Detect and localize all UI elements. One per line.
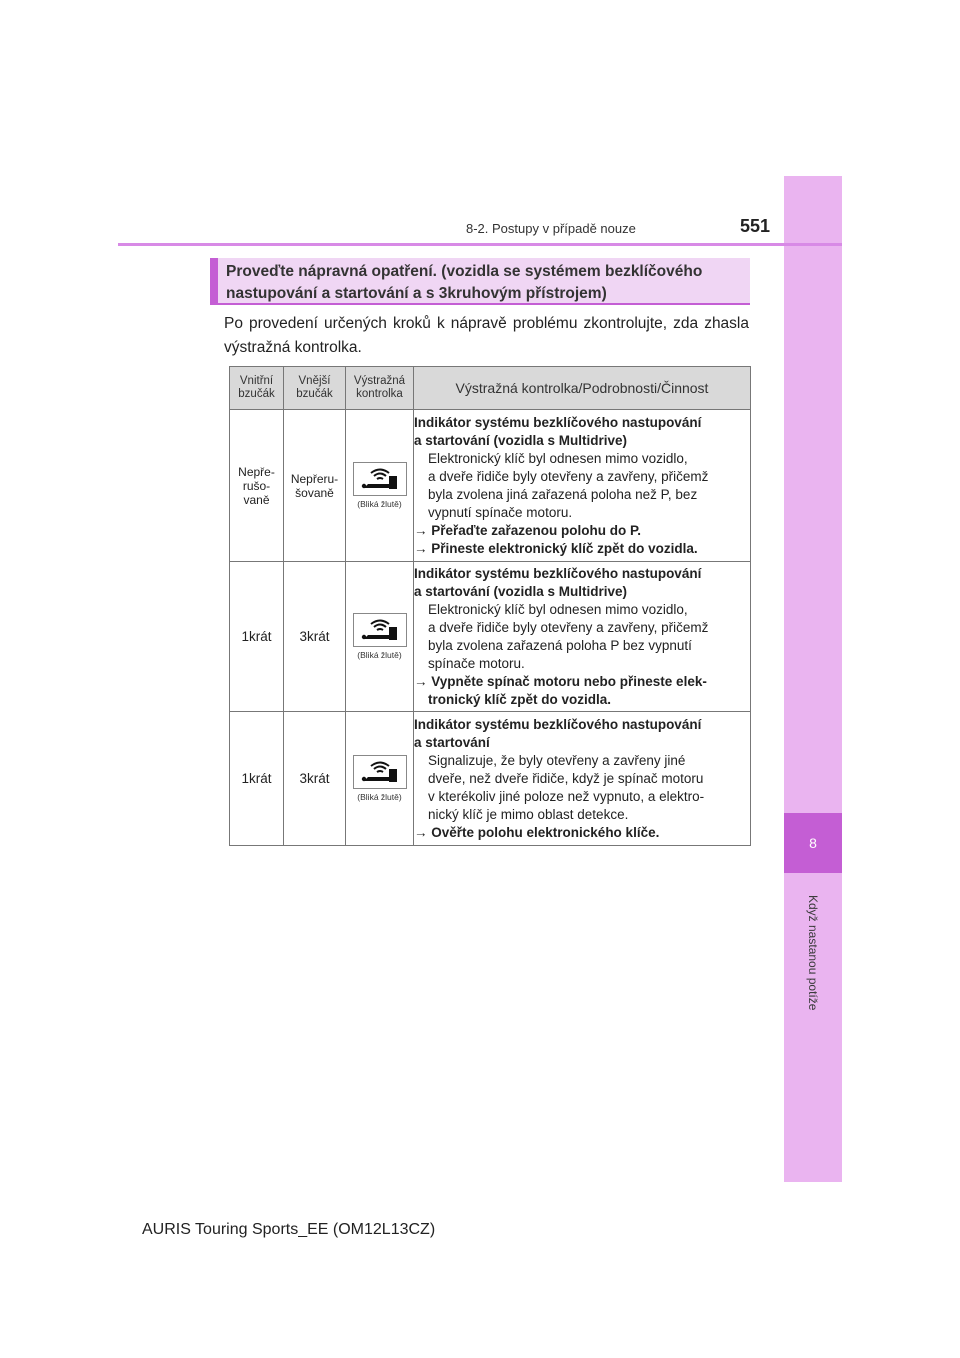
detail-action: → Přeřaďte zařazenou polohu do P. (414, 522, 642, 538)
detail-cell (414, 562, 751, 712)
detail-action: → Přineste elektronický klíč zpět do vozidla. (414, 540, 698, 556)
warning-light-cell (346, 410, 414, 562)
detail-action: → Ověřte polohu elektronického klíče. (414, 824, 660, 840)
blink-note: (Bliká žlutě) (357, 792, 402, 802)
key-signal-warning-icon (353, 755, 407, 789)
detail-body: Signalizuje, že byly otevřeny a zavřeny jiné dveře, než dveře řidiče, když je spínač motoru v kterékoliv jiné poloze než vypnuto, a elektro- nický klíč je mimo oblast detekce. (428, 752, 705, 822)
header-external-buzzer: Vnější bzučák (284, 367, 346, 410)
arrow-icon: → (414, 824, 428, 840)
detail-cell (414, 410, 751, 562)
table-row (230, 562, 751, 712)
internal-buzzer-cell: Nepře- rušo- vaně (230, 410, 284, 562)
detail-title: Indikátor systému bezklíčového nastupování a startování (vozidla s Multidrive) (414, 565, 702, 599)
table-row (230, 712, 751, 846)
external-buzzer-cell: 3krát (284, 562, 346, 712)
detail-title: Indikátor systému bezklíčového nastupování a startování (vozidla s Multidrive) (414, 414, 702, 448)
header-rule (118, 243, 842, 246)
key-signal-warning-icon (353, 613, 407, 647)
table-header-row (230, 367, 751, 410)
key-signal-warning-icon (353, 462, 407, 496)
detail-title: Indikátor systému bezklíčového nastupování a startování (414, 716, 702, 750)
footer-model: AURIS Touring Sports_EE (OM12L13CZ) (142, 1221, 436, 1238)
internal-buzzer-cell: 1krát (230, 712, 284, 846)
arrow-icon: → (414, 673, 428, 689)
blink-note: (Bliká žlutě) (357, 650, 402, 660)
table-row (230, 410, 751, 562)
external-buzzer-cell: 3krát (284, 712, 346, 846)
detail-body: Elektronický klíč byl odnesen mimo vozidlo, a dveře řidiče byly otevřeny a zavřeny, přičemž byla zvolena zařazená poloha P bez vypnutí spínače motoru. (428, 601, 709, 671)
detail-action: → Vypněte spínač motoru nebo přineste elek- tronický klíč zpět do vozidla. (414, 673, 707, 707)
header-internal-buzzer: Vnitřní bzučák (230, 367, 284, 410)
warning-light-cell (346, 562, 414, 712)
section-label: 8-2. Postupy v případě nouze (466, 221, 636, 236)
side-tab (784, 176, 842, 1182)
page-number: 551 (740, 216, 771, 236)
header-detail: Výstražná kontrolka/Podrobnosti/Činnost (414, 367, 751, 410)
chapter-title: Když nastanou potíže (806, 895, 820, 1011)
intro-paragraph: Po provedení určených kroků k nápravě problému zkontrolujte, zda zhasla výstražná kontrolka. (224, 315, 749, 356)
external-buzzer-cell: Nepřeru- šovaně (284, 410, 346, 562)
blink-note: (Bliká žlutě) (357, 499, 402, 509)
chapter-number: 8 (784, 813, 842, 873)
internal-buzzer-cell: 1krát (230, 562, 284, 712)
warning-table (229, 366, 751, 846)
detail-body: Elektronický klíč byl odnesen mimo vozidlo, a dveře řidiče byly otevřeny a zavřeny, přičemž byla zvolena jiná zařazená poloha než P, bez vypnutí spínače motoru. (428, 450, 709, 520)
arrow-icon: → (414, 540, 428, 556)
arrow-icon: → (414, 522, 428, 538)
header-warning-light: Výstražná kontrolka (346, 367, 414, 410)
detail-cell (414, 712, 751, 846)
warning-light-cell (346, 712, 414, 846)
section-heading: Proveďte nápravná opatření. (vozidla se systémem bezklíčového nastupování a startování a s 3kruhovým přístrojem) (210, 258, 750, 305)
